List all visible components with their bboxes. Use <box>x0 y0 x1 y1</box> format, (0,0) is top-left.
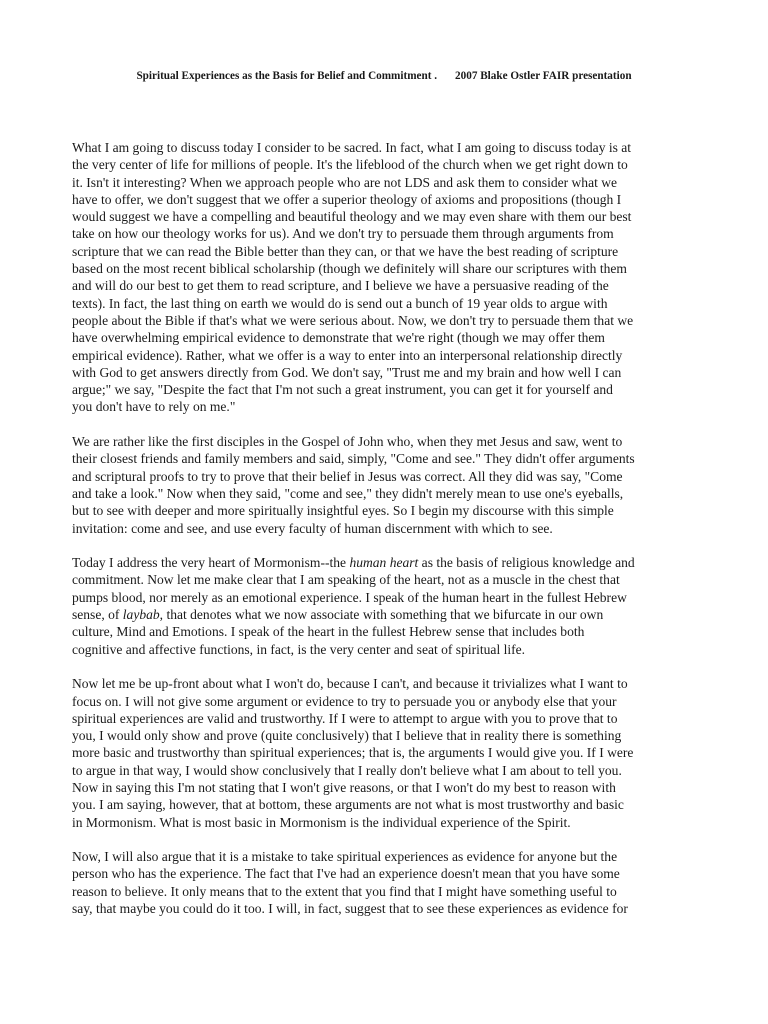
text-line: have overwhelming empirical evidence to demonstrate that we're right (though we may offer them <box>72 330 605 346</box>
paragraph <box>72 675 712 831</box>
text-line: would suggest we have a compelling and beautiful theology and we may even share with them our best <box>72 209 632 225</box>
text-line: culture, Mind and Emotions. I speak of the heart in the fullest Hebrew sense that includes both <box>72 624 585 640</box>
text-line: based on the most recent biblical scholarship (though we definitely will share our scriptures with them <box>72 261 627 277</box>
text-line: Now let me be up-front about what I won't do, because I can't, and because it trivializes what I want to <box>72 676 628 692</box>
text-line: reason to believe. It only means that to the extent that you find that I might have something useful to <box>72 883 617 899</box>
text-line: it. Isn't it interesting? When we approach people who are not LDS and ask them to consider what we <box>72 174 618 190</box>
italic-term: human heart <box>349 555 419 571</box>
document-header <box>0 70 768 82</box>
text-line: with God to get answers directly from God. We don't say, "Trust me and my brain and how well I can <box>72 364 622 380</box>
text-line: the very center of life for millions of people. It's the lifeblood of the church when we get right down to <box>72 157 628 173</box>
paragraph <box>72 139 712 416</box>
paragraph <box>72 848 712 917</box>
text-line: Today I address the very heart of Mormonism--the human heart as the basis of religious knowledge and <box>72 555 635 571</box>
text-line: say, that maybe you could do it too. I will, in fact, suggest that to see these experiences as evidence for <box>72 901 628 917</box>
text-line: person who has the experience. The fact that I've had an experience doesn't mean that you have some <box>72 866 620 882</box>
text-line: have to offer, we don't suggest that we offer a superior theology of axioms and propositions (though I <box>72 191 622 207</box>
text-line: sense, of laybab, that denotes what we now associate with something that we bifurcate in our own <box>72 607 604 623</box>
text-line: scripture that we can read the Bible better than they can, or that we have the best reading of scripture <box>72 243 619 259</box>
italic-term: laybab <box>122 607 160 623</box>
text-line: you. I am saying, however, that at bottom, these arguments are not what is most trustworthy and basic <box>72 797 624 813</box>
text-line: cognitive and affective functions, in fact, is the very center and seat of spiritual life. <box>72 641 526 657</box>
text-line: We are rather like the first disciples in the Gospel of John who, when they met Jesus and saw, went to <box>72 434 623 450</box>
document-body <box>72 139 712 935</box>
text-line: but to see with deeper and more spiritually insightful eyes. So I begin my discourse with this simple <box>72 503 614 519</box>
text-line: and scriptural proofs to try to prove that their belief in Jesus was correct. All they did was say, "Come <box>72 468 623 484</box>
paragraph <box>72 554 712 658</box>
text-line: and will do our best to get them to read scripture, and I believe we have a persuasive reading of the <box>72 278 609 294</box>
text-line: more basic and trustworthy than spiritual experiences; that is, the arguments I would give you. If I were <box>72 745 634 761</box>
header-title: Spiritual Experiences as the Basis for Belief and Commitment . <box>136 70 438 82</box>
text-line: you don't have to rely on me." <box>72 399 236 415</box>
text-line: people about the Bible if that's what we were serious about. Now, we don't try to persuade them that we <box>72 312 634 328</box>
text-line: invitation: come and see, and use every faculty of human discernment with which to see. <box>72 520 553 536</box>
text-line: Now, I will also argue that it is a mistake to take spiritual experiences as evidence for anyone but the <box>72 849 618 865</box>
text-line: and take a look." Now when they said, "come and see," they didn't merely mean to use one's eyeballs, <box>72 485 624 501</box>
text-line: argue;" we say, "Despite the fact that I'm not such a great instrument, you can get it for yourself and <box>72 382 613 398</box>
text-line: empirical evidence). Rather, what we offer is a way to enter into an interpersonal relationship directly <box>72 347 623 363</box>
text-line: their closest friends and family members and said, simply, "Come and see." They didn't offer arguments <box>72 451 635 467</box>
text-line: texts). In fact, the last thing on earth we would do is send out a bunch of 19 year olds to argue with <box>72 295 608 311</box>
text-line: spiritual experiences are valid and trustworthy. If I were to attempt to argue with you to prove that to <box>72 710 618 726</box>
text-line: in Mormonism. What is most basic in Mormonism is the individual experience of the Spirit. <box>72 814 571 830</box>
text-line: take on how our theology works for us). And we don't try to persuade them through arguments from <box>72 226 614 242</box>
text-line: to argue in that way, I would show conclusively that I really don't believe what I am about to tell you. <box>72 762 622 778</box>
header-presentation: 2007 Blake Ostler FAIR presentation <box>455 70 632 82</box>
paragraph <box>72 433 712 537</box>
text-line: focus on. I will not give some argument or evidence to try to persuade you or anybody else that your <box>72 693 617 709</box>
text-line: Now in saying this I'm not stating that I won't give reasons, or that I won't do my best to reason with <box>72 779 616 795</box>
text-line: you, I would only show and prove (quite conclusively) that I believe that in reality there is something <box>72 728 622 744</box>
text-line: What I am going to discuss today I consider to be sacred. In fact, what I am going to discuss today is at <box>72 140 632 155</box>
text-line: pumps blood, nor merely as an emotional experience. I speak of the human heart in the fullest Hebrew <box>72 589 627 605</box>
text-line: commitment. Now let me make clear that I am speaking of the heart, not as a muscle in the chest that <box>72 572 620 588</box>
